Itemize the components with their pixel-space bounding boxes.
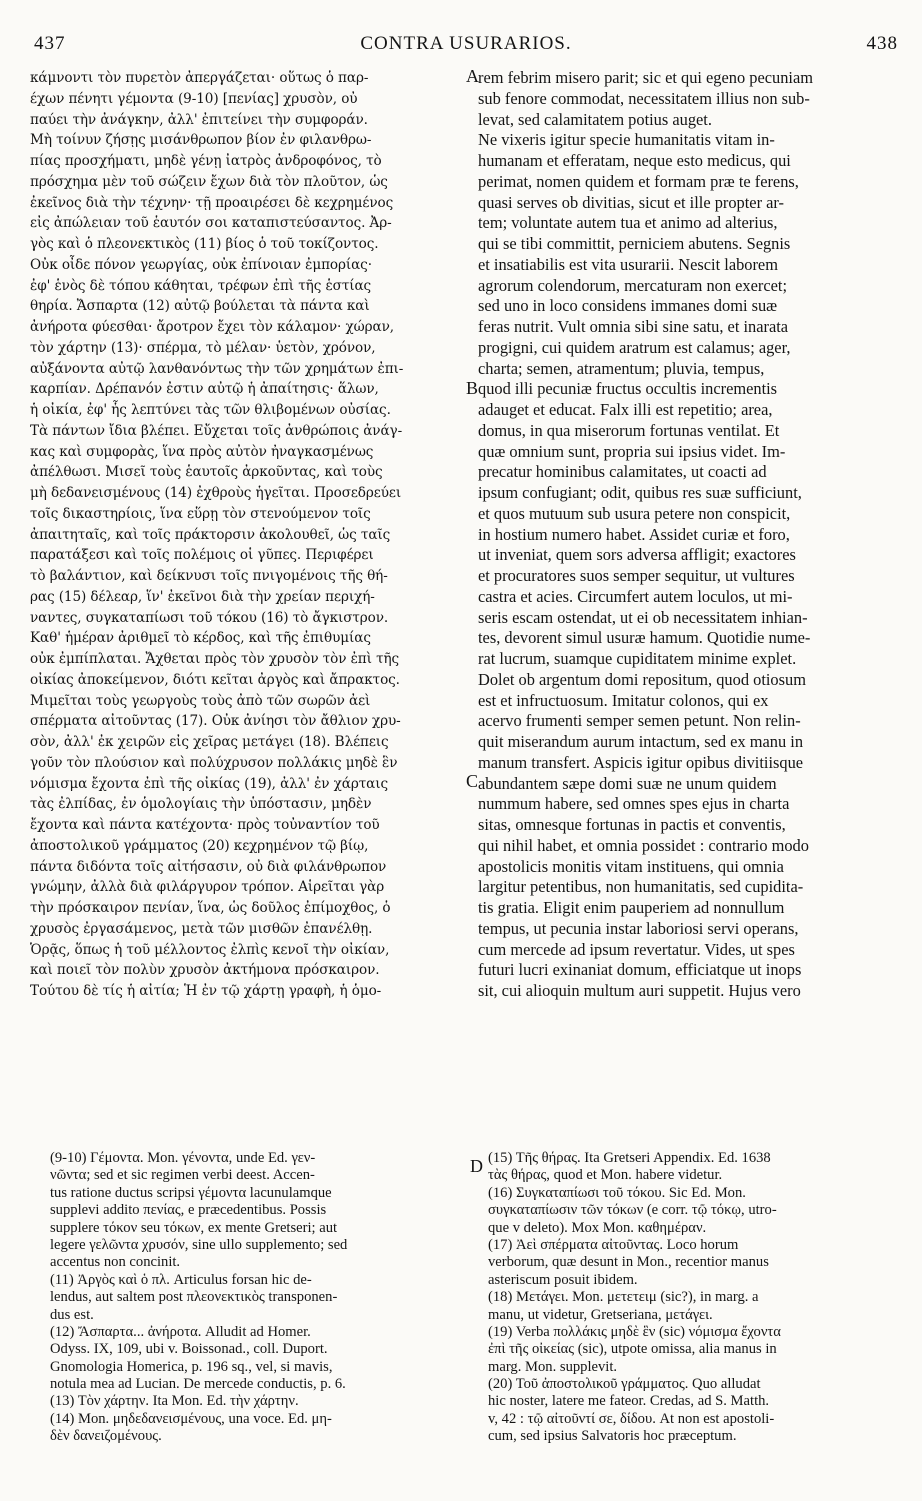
latin-text-line: et insatiabilis est vita usurarii. Nescit laborem (478, 254, 778, 274)
latin-text-line: domus, in qua miserorum fortunas ventilat. Et (478, 420, 780, 440)
footnote-line: (9-10) Γέμοντα. Mon. γένοντα, unde Ed. γεν- (50, 1150, 316, 1166)
footnote-line: (17) Ἀεὶ σπέρματα αἰτοῦντας. Loco horum (488, 1236, 739, 1253)
latin-text-line: in hostium numero habet. Assidet curiæ et foro, (478, 524, 790, 544)
greek-text-line: τοῖς δικαστηρίοις, ἵνα εὕρῃ τὸν στενούμενον τοῖς (30, 505, 371, 522)
footnote-line: manu, ut videtur, Gretseriana, μετάγει. (488, 1306, 713, 1323)
running-title: CONTRA USURARIOS. (360, 33, 572, 54)
margin-letter-a: A (466, 66, 479, 86)
footnotes-right-column (488, 1150, 896, 1446)
latin-text-line: adauget et educat. Falx illi est repetitio; area, (478, 400, 773, 419)
latin-text-line: perimat, nomen quidem et formam præ te ferens, (478, 171, 799, 191)
greek-text-line: ἀνήροτα φύεσθαι· ἄροτρον ἔχει τὸν κάλαμον· χώραν, (30, 319, 394, 335)
footnote-line: legere γελῶντα χρυσόν, sine ullo supplemento; sed (50, 1236, 348, 1253)
footnote-line: (13) Τὸν χάρτην. Ita Mon. Ed. τὴν χάρτην. (50, 1393, 299, 1410)
footnote-line: verborum, quæ desunt in Mon., recentior manus (488, 1254, 769, 1271)
footnote-line: asteriscum posuit ibidem. (488, 1271, 638, 1288)
greek-text-line: οὐκ ἐμπίπλαται. Ἄχθεται πρὸς τὸν χρυσὸν τὸν ἐπὶ τῆς (30, 651, 400, 667)
greek-text-line: ἔχοντα καὶ πάντα κατέχοντα· πρὸς τοὐναντίον τοῦ (30, 817, 380, 833)
page-number-left: 437 (34, 33, 66, 54)
latin-text-line: humanam et efferatam, neque esto medicus, qui (478, 151, 791, 170)
greek-text-line: κας καὶ συμφορὰς, ἵνα πρὸς αὐτὸν ἠναγκασμένως (30, 443, 374, 460)
greek-text-line: Καθ' ἡμέραν ἀριθμεῖ τὸ κέρδος, καὶ τῆς ἐπιθυμίας (30, 630, 371, 647)
latin-text-line: qui se tibi committit, perniciem abutens. Segnis (478, 234, 791, 253)
latin-text-line: castra et acies. Circumfert autem loculos, ut mi- (478, 586, 793, 606)
latin-text-line: largitur petentibus, non humanitatis, sed cupidita- (478, 877, 804, 897)
footnote-line: accentus non concinit. (50, 1254, 181, 1271)
latin-text-line: qui nihil habet, et omnia possidet : contrario modo (478, 835, 809, 855)
footnote-line: (16) Συγκαταπίωσι τοῦ τόκου. Sic Ed. Mon. (488, 1184, 746, 1201)
latin-text-line: futuri lucri exinaniat domum, efficiatque ut inops (478, 960, 802, 980)
greek-text-line: σὸν, ἀλλ' ἐκ χειρῶν εἰς χεῖρας μετάγει (18). Βλέπεις (30, 734, 389, 750)
greek-text-line: ἀποστολικοῦ γράμματος (20) κεχρημένον τῷ βίῳ, (30, 837, 369, 854)
latin-text-line: et quos mutuum sub usura petere non conspicit, (478, 503, 791, 523)
greek-text-line: τὸ βαλάντιον, καὶ δείκνυσι τοῖς πνιγομένοις τῆς θή- (30, 568, 388, 584)
margin-letter-b: B (466, 378, 479, 398)
greek-text-line: πρόσχημα μὲν τοῦ σώζειν ἔχων διὰ τὸν πλοῦτον, ὡς (30, 173, 388, 190)
greek-text-line: ἐκεῖνος διὰ τὴν τέχνην· τῇ προαιρέσει δὲ κεχρημένος (30, 194, 394, 211)
footnote-line: τὰς θήρας, quod et Mon. habere videtur. (488, 1167, 723, 1184)
latin-text-line: agrorum colendorum, mercaturam non exercet; (478, 275, 788, 295)
latin-text-line: rat lucrum, suamque cupiditatem minime explet. (478, 649, 797, 668)
footnote-line: (11) Ἀργὸς καὶ ὁ πλ. Articulus forsan hic de- (50, 1271, 312, 1288)
greek-text-line: ἀπαιτηταῖς, καὶ τοῖς πράκτορσιν ἀκολουθεῖ, ὡς ταῖς (30, 526, 391, 543)
latin-text-line: seris escam ostendat, ut ei ob necessitatem inhian- (478, 607, 808, 627)
footnote-line: supplevi addito πενίας, e præcedentibus. Possis (50, 1202, 327, 1219)
footnote-line: (12) Ἄσπαρτα... ἀνήροτα. Alludit ad Homer. (50, 1323, 311, 1340)
footnote-line: δὲν δανειζομένους. (50, 1428, 162, 1445)
footnote-line: hic noster, latere me fateor. Credas, ad S. Matth. (488, 1393, 770, 1410)
greek-text-line: ἀπέλθωσι. Μισεῖ τοὺς ἑαυτοῖς ἀρκοῦντας, καὶ τοὺς (30, 464, 383, 481)
latin-text-line: sitas, omnesque fortunas in pactis et conventis, (478, 815, 786, 834)
greek-text-line: ναντες, συγκαταπίωσι τοῦ τόκου (16) τὸ ἄγκιστρον. (30, 609, 389, 626)
latin-text-line: cum mercede ad ipsum revertatur. Vides, ut spes (478, 939, 795, 959)
greek-text-line: γνώμην, ἀλλὰ διὰ φιλάργυρον τρόπον. Αἱρεῖται γὰρ (30, 879, 385, 896)
greek-text-line: μὴ δεδανεισμένους (14) ἐχθροὺς ἡγεῖται. Προσεδρεύει (30, 485, 402, 501)
latin-text-line: quæ omnium sunt, propria sui ipsius videt. Im- (478, 441, 786, 461)
greek-text-line: Τούτου δὲ τίς ἡ αἰτία; Ἡ ἐν τῷ χάρτῃ γραφὴ, ἡ ὁμο- (30, 983, 382, 999)
greek-text-line: οἰκίας ἀποκείμενον, διότι κεῖται ἀργὸς καὶ ἄπρακτος. (30, 671, 400, 688)
greek-text-line: Μιμεῖται τοὺς γεωργοὺς τοὺς ἀπὸ τῶν σωρῶν ἀεὶ (30, 692, 371, 709)
footnote-line: notula mea ad Lucian. De mercede conductis, p. 6. (50, 1376, 346, 1393)
greek-text-line: ρας (15) δέλεαρ, ἵν' ἐκεῖνοι διὰ τὴν χρείαν περιχή- (30, 588, 375, 605)
latin-text-line: est et infructuosum. Imitatur colonos, qui ex (478, 690, 769, 710)
running-header (30, 33, 902, 59)
greek-text-line: τὴν πρόσκαιρον πενίαν, ἵνα, ὡς δοῦλος ἐπίμοχθος, ὁ (30, 900, 391, 916)
greek-text-line: Τὰ πάντων ἴδια βλέπει. Εὔχεται τοῖς ἀνθρώποις ἀνάγ- (30, 422, 403, 439)
greek-text-line: εἰς ἀπώλειαν τοῦ ἑαυτόν σοι καταπιστεύσαντος. Ἀρ- (30, 215, 392, 232)
latin-text-line: tempus, ut pecunia instar laboriosi servi operans, (478, 918, 799, 938)
latin-text-line: apostolicis monitis vitam instituens, qui omnia (478, 856, 784, 876)
greek-text-line: παύει τὴν ἀνάγκην, ἀλλ' ἐπιτείνει τὴν συμφοράν. (30, 111, 368, 128)
latin-text-line: quod illi pecuniæ fructus occultis incrementis (478, 379, 778, 399)
greek-text-line: κάμνοντι τὸν πυρετὸν ἀπεργάζεται· οὕτως ὁ παρ- (30, 70, 369, 86)
greek-text-line: γὸς καὶ ὁ πλεονεκτικὸς (11) βίος ὁ τοῦ τοκίζοντος. (30, 236, 379, 252)
margin-letter-c: C (466, 771, 479, 791)
footnote-line: (15) Τῆς θήρας. Ita Gretseri Appendix. Ed. 1638 (488, 1150, 771, 1166)
greek-text-line: Οὐκ οἶδε πόνον γεωργίας, οὐκ ἐπίνοιαν ἐμπορίας· (30, 256, 372, 273)
latin-text-line: tem; voluntate autem tua et animo ad alterius, (478, 213, 778, 233)
footnote-line: dus est. (50, 1306, 94, 1323)
latin-text-line: charta; semen, atramentum; pluvia, tempus, (478, 358, 765, 378)
latin-text-line: feras nutrit. Vult omnia sibi sine satu, et inarata (478, 317, 789, 336)
footnote-line: v, 42 : τῷ αἰτοῦντί σε, δίδου. At non est apostoli- (488, 1410, 775, 1427)
footnote-line: Gnomologia Homerica, p. 196 sq., vel, si mavis, (50, 1358, 333, 1375)
greek-text-line: ἡ οἰκία, ἐφ' ἧς λεπτύνει τὰς τῶν θλιβομένων οὐσίας. (30, 402, 391, 418)
greek-text-line: παρατάξεσι καὶ τοῖς πολέμοις οἱ γῦπες. Περιφέρει (30, 547, 374, 564)
greek-text-line: καρπίαν. Δρέπανόν ἐστιν αὐτῷ ἡ ἀπαίτησις· ἅλων, (30, 381, 379, 398)
latin-text-line: tis gratia. Eligit enim pauperiem ad nonnullum (478, 898, 785, 917)
greek-text-line: καὶ ποιεῖ τὸν πολὺν χρυσὸν ἀκτήμονα πρόσκαιρον. (30, 962, 380, 979)
footnote-line: (19) Verba πολλάκις μηδὲ ἓν (sic) νόμισμα ἔχοντα (488, 1323, 781, 1340)
greek-text-line: πάντα διδόντα τοῖς αἰτήσασιν, οὐ διὰ φιλάνθρωπον (30, 858, 387, 875)
greek-text-line: σπέρματα αἰτοῦντας (17). Οὐκ ἀνίησι τὸν ἄθλιον χρυ- (30, 713, 401, 730)
greek-text-line: γοῦν τὸν πλούσιον καὶ πολύχρυσον πολλάκις μηδὲ ἓν (30, 754, 398, 771)
latin-text-line: et procuratores suos semper sequitur, ut vultures (478, 566, 795, 585)
latin-text-line: nummum habere, sed omnes spes ejus in charta (478, 794, 790, 814)
footnote-line: marg. Mon. supplevit. (488, 1358, 618, 1375)
latin-text-line: manum transfert. Aspicis igitur opibus divitiisque (478, 752, 804, 772)
greek-text-line: νόμισμα ἔχοντα ἐπὶ τῆς οἰκίας (19), ἀλλ' ἐν χάρταις (30, 775, 389, 792)
latin-text-line: quasi serves ob divitias, sicut et ille propter ar- (478, 192, 785, 212)
latin-text-line: rem febrim misero parit; sic et qui egeno pecuniam (478, 68, 813, 87)
latin-text-line: sub fenore commodat, necessitatem illius non sub- (478, 88, 810, 108)
footnote-line: tus ratione ductus scripsi γέμοντα lacunulamque (50, 1184, 332, 1201)
latin-text-line: acervo frumenti semper semen petunt. Non relin- (478, 711, 801, 731)
footnote-line: cum, sed ipsius Salvatoris hoc præceptum. (488, 1428, 737, 1445)
greek-text-line: χρυσὸς ἐργασάμενος, μετὰ τῶν μισθῶν ἐπανέλθῃ. (30, 920, 373, 937)
footnote-line: (20) Τοῦ ἀποστολικοῦ γράμματος. Quo alludat (488, 1376, 761, 1393)
greek-text-line: τὸν χάρτην (13)· σπέρμα, τὸ μέλαν· ὑετὸν, χρόνον, (30, 339, 376, 356)
greek-text-line: Μὴ τοίνυν ζήσῃς μισάνθρωπον βίον ἐν φιλανθρω- (30, 132, 372, 149)
footnote-line: νῶντα; sed et sic regimen verbi deest. Accen- (50, 1167, 315, 1184)
latin-text-line: tes, devorent simul usuræ hamum. Quotidie nume- (478, 628, 811, 648)
latin-text-line: quit miserandum aurum intactum, sed ex manu in (478, 732, 804, 751)
footnote-line: (18) Μετάγει. Mon. μετετειμ (sic?), in marg. a (488, 1289, 759, 1306)
footnote-line: lendus, aut saltem post πλεονεκτικὸς transponen- (50, 1289, 338, 1306)
footnote-line: (14) Mon. μηδεδανεισμένους, una voce. Ed. μη- (50, 1410, 332, 1427)
latin-text-column (478, 68, 896, 1002)
latin-text-line: ipsum confugiant; odit, quibus res suæ sufficiunt, (478, 483, 802, 502)
latin-text-line: Dolet ob argentum domi repositum, quod otiosum (478, 669, 806, 689)
footnote-line: ἐπὶ τῆς οἰκείας (sic), utpote omissa, alia manus in (488, 1341, 777, 1358)
footnote-line: supplere τόκον seu τόκων, ex mente Gretseri; aut (50, 1219, 338, 1236)
footnote-line: que v deleto). Mox Mon. καθημέραν. (488, 1219, 707, 1236)
margin-letter-d: D (470, 1156, 483, 1176)
greek-text-line: ἐφ' ἑνὸς δὲ τόπου κάθηται, τρέφων ἐπὶ τῆς ἑστίας (30, 277, 372, 294)
footnote-line: συγκαταπίωσιν τῶν τόκων (e corr. τῷ τόκῳ, utro- (488, 1202, 777, 1219)
greek-text-column (30, 68, 464, 1002)
latin-text-line: precatur hominibus calamitates, ut coacti ad (478, 462, 767, 482)
greek-text-line: Ὁρᾷς, ὅπως ἡ τοῦ μέλλοντος ἐλπὶς κενοῖ τὴν οἰκίαν, (30, 941, 390, 958)
latin-text-line: sed uno in loco considens immanes domi suæ (478, 296, 778, 316)
latin-text-line: levat, sed calamitatem potius auget. (478, 109, 712, 129)
latin-text-line: ut inveniat, quem sors adversa affligit; exactores (478, 545, 796, 565)
footnote-line: Odyss. IX, 109, ubi v. Boissonad., coll. Duport. (50, 1341, 328, 1358)
page-number-right: 438 (866, 33, 898, 54)
greek-text-line: πίας προσχήματι, μηδὲ γένῃ ἰατρὸς ἀνδροφόνος, τὸ (30, 153, 382, 169)
latin-text-line: abundantem sæpe domi suæ ne unum quidem (478, 773, 777, 793)
greek-text-line: αὐξάνοντα αὐτῷ λανθανόντως τὴν τῶν χρημάτων ἐπι- (30, 360, 404, 377)
greek-text-line: έχων πένητι γέμοντα (9-10) [πενίας] χρυσὸν, οὐ (30, 90, 358, 107)
latin-text-line: progigni, cui quidem aratrum est calamus; ager, (478, 337, 791, 357)
footnotes-left-column (50, 1150, 468, 1446)
greek-text-line: τὰς ἐλπίδας, ἐν ὁμολογίαις τὴν ὑπόστασιν, μηδὲν (30, 796, 372, 813)
latin-text-line: sit, cui alioquin multum auri suppetit. Hujus vero (478, 981, 801, 1000)
latin-text-line: Ne vixeris igitur specie humanitatis vitam in- (478, 130, 775, 150)
greek-text-line: θηρία. Ἄσπαρτα (12) αὐτῷ βούλεται τὰ πάντα καὶ (30, 298, 370, 315)
